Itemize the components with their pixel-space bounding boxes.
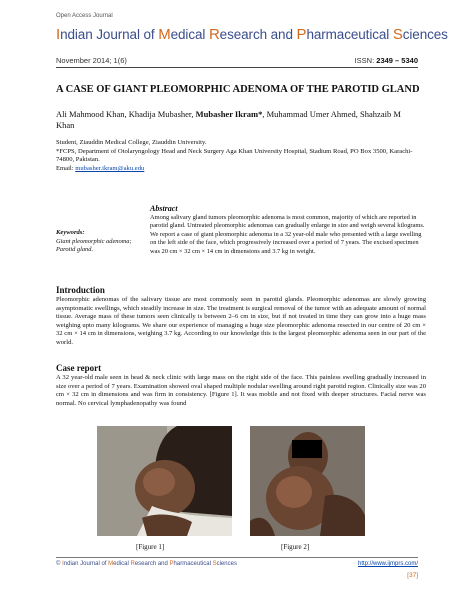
footer-divider (56, 557, 418, 558)
footer-journal-cap: S (212, 561, 217, 567)
email-label: Email: (56, 164, 76, 172)
figure-2-illustration (250, 426, 365, 536)
email-link[interactable]: mubasher.ikram@aku.edu (75, 164, 145, 172)
case-report-text: A 32 year-old male seen in head & neck clinic with large mass on the right side of the face. This painless swelling gradually increased in size over a period of 7 years. Examination showed oval shaped multiple nodular swelling around right parotid region. Clinically size was 20 cm × 32 cm in dimensions and was firm in consistency. [Figure 1]. It was mobile and not fixed with deeper structures. Facial nerve was normal. No cervical lymphadenopathy was found (56, 374, 426, 407)
journal-title-cap: R (208, 26, 220, 43)
journal-title-cap: P (296, 26, 307, 43)
tumor-highlight (276, 476, 312, 508)
article-title: A CASE OF GIANT PLEOMORPHIC ADENOMA OF THE PAROTID GLAND (56, 84, 420, 95)
journal-title-cap: I (56, 26, 61, 43)
journal-url-link[interactable]: http://www.ijmprs.com/ (357, 561, 418, 567)
abstract-text: Among salivary gland tumors pleomorphic adenoma is most common, majority of which are reported in parotid gland. Untreated pleomorphic adenomas can gradually enlarge in size and weigh several kilograms. We report a case of giant pleomorphic adenoma in a 32 year-old male who presented with a large swelling on the left side of the face, which progressively increased over a period of 7 years. The excised specimen was 20 cm × 32 cm × 14 cm in dimensions and 3.7 kg in weight. (150, 214, 425, 255)
authors-text: , Muhammad Umer Ahmed, Shahzaib M Khan (56, 109, 401, 130)
issn-value: 2349 – 5340 (376, 56, 418, 65)
header-divider (56, 67, 418, 68)
issn-label: ISSN: (354, 56, 377, 65)
affiliation-student: Student, Ziauddin Medical College, Ziauddin University. (56, 139, 207, 146)
introduction-text: Pleomorphic adenomas of the salivary tissue are most commonly seen in parotid glands. Pleomorphic adenomas are slowly growing asymptomatic swellings, which steadily increase in size. The treatment is surgical removal of the tumor with an adequate amount of normal tissue. Average mass of these tumors seen clinically is between 2–6 cm in size, but if not treated in time they can grow into a huge mass weighing upto many kilograms. We share our experience of managing a huge size pleomorphic adenoma resected in our centre of 20 cm × 32 cm × 14 cm in dimensions, weighing 3.7 kg. According to our knowledge this is the largest pleomorphic adenoma seen in our part of the world. (56, 296, 426, 346)
figure-2-caption: [Figure 2] (281, 543, 310, 551)
footer-journal-part: esearch and (134, 561, 170, 567)
introduction-heading: Introduction (56, 285, 105, 295)
footer-journal-cap: I (62, 561, 64, 567)
figure-1-photo (97, 426, 232, 536)
footer-journal-part: harmaceutical (173, 561, 213, 567)
footer-journal-cap: P (169, 561, 174, 567)
affiliation-fcps: *FCPS, Department of Otolaryngology Head and Neck Surgery Aga Khan University Hospital, Stadium Road, PO Box 3500, Karachi-74800, Pakistan. (56, 147, 413, 164)
keywords-label: Keywords: (56, 229, 85, 236)
page-number: [37] (407, 572, 418, 579)
journal-title-part: esearch and (219, 27, 297, 42)
authors-text: Ali Mahmood Khan, Khadija Mubasher, (56, 109, 196, 119)
footer-journal-part: ndian Journal of (63, 561, 109, 567)
footer-journal-part: edical (113, 561, 131, 567)
author-list (56, 109, 416, 130)
journal-title-part: ciences (402, 27, 448, 42)
journal-title-cap: M (158, 26, 171, 43)
footer-journal-cap: M (108, 561, 114, 567)
keywords-text: Giant pleomorphic adenoma; Parotid gland. (56, 238, 132, 254)
tumor-highlight (143, 468, 175, 496)
copyright-symbol: © (56, 561, 61, 567)
issn (355, 56, 418, 65)
affiliations (56, 139, 416, 173)
figure-1-caption: [Figure 1] (136, 543, 165, 551)
footer-journal (56, 561, 237, 567)
journal-title-cap: S (392, 26, 403, 43)
figure-1-illustration (97, 426, 232, 536)
figure-2-photo (250, 426, 365, 536)
privacy-eye-bar (292, 440, 322, 458)
abstract-heading: Abstract (150, 204, 178, 213)
journal-title (56, 26, 448, 43)
journal-title-part: harmaceutical (306, 27, 393, 42)
journal-title-part: ndian Journal of (60, 27, 159, 42)
footer-journal-part: ciences (216, 561, 237, 567)
journal-title-part: edical (170, 27, 209, 42)
footer-journal-cap: R (130, 561, 135, 567)
corresponding-author: Mubasher Ikram* (195, 109, 263, 119)
email-line (56, 165, 416, 174)
issue-date: November 2014; 1(6) (56, 56, 127, 65)
open-access-label: Open Access Journal (56, 13, 113, 19)
case-report-heading: Case report (56, 363, 102, 373)
